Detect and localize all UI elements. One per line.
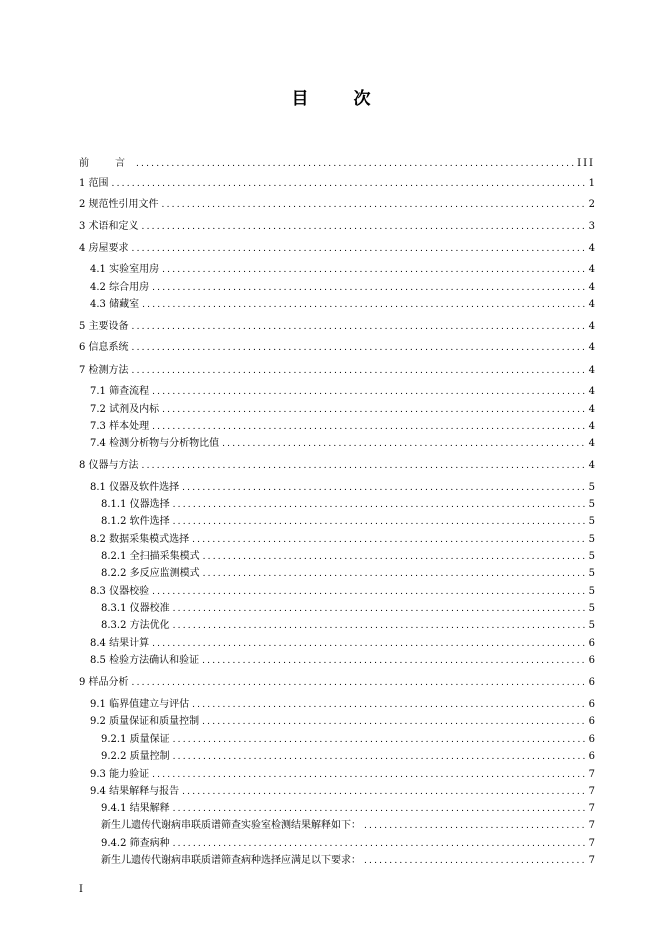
toc-entry-label: 9.4.2 筛查病种 — [101, 838, 170, 849]
toc-entry-label: 8.3.1 仪器校准 — [101, 603, 170, 614]
toc-entry-page: 4 — [588, 421, 595, 432]
toc-entry[interactable] — [101, 550, 595, 564]
toc-leader-dots — [222, 437, 586, 451]
toc-entry[interactable] — [101, 515, 595, 529]
toc-entry[interactable] — [79, 341, 595, 355]
toc-entry-page: 5 — [588, 534, 595, 545]
toc-entry-page: 3 — [588, 221, 595, 232]
toc-entry-page: 5 — [588, 499, 595, 510]
toc-entry-page: 4 — [588, 460, 595, 471]
toc-entry-label: 新生儿遗传代谢病串联质谱筛查实验室检测结果解释如下： — [101, 820, 361, 831]
toc-entry-page: 4 — [588, 243, 595, 254]
toc-entry-label: 4 房屋要求 — [79, 243, 129, 254]
toc-entry-label: 新生儿遗传代谢病串联质谱筛查病种选择应满足以下要求： — [101, 855, 361, 866]
toc-leader-dots — [173, 750, 586, 764]
toc-entry-page: 2 — [588, 199, 595, 210]
toc-leader-dots — [162, 198, 586, 212]
toc-entry[interactable] — [79, 157, 595, 171]
toc-leader-dots — [203, 567, 586, 581]
toc-leader-dots — [142, 298, 586, 312]
toc-leader-dots — [364, 819, 586, 833]
toc-entry[interactable] — [101, 619, 595, 633]
toc-entry-page: 4 — [588, 365, 595, 376]
toc-leader-dots — [173, 619, 586, 633]
toc-entry[interactable] — [79, 676, 595, 690]
toc-leader-dots — [173, 733, 586, 747]
toc-entry-label: 7.1 筛查流程 — [90, 386, 150, 397]
toc-entry-page: 4 — [588, 404, 595, 415]
toc-leader-dots — [132, 242, 586, 256]
toc-entry-page: 7 — [588, 838, 595, 849]
toc-entry[interactable] — [90, 533, 595, 547]
toc-entry-page: 7 — [588, 769, 595, 780]
toc-entry[interactable] — [90, 715, 595, 729]
toc-leader-dots — [173, 802, 586, 816]
toc-entry-label: 8.2.2 多反应监测模式 — [101, 568, 200, 579]
toc-entry[interactable] — [101, 802, 595, 816]
toc-leader-dots — [182, 785, 586, 799]
toc-leader-dots — [152, 385, 586, 399]
toc-leader-dots — [192, 533, 586, 547]
toc-entry[interactable] — [79, 220, 595, 234]
toc-entry-label: 8.3 仪器校验 — [90, 586, 150, 597]
page-title: 目 次 — [291, 89, 385, 109]
toc-entry-label: 8.5 检验方法确认和验证 — [90, 655, 200, 666]
toc-entry-label: 9.2.2 质量控制 — [101, 751, 170, 762]
toc-entry[interactable] — [101, 498, 595, 512]
toc-entry[interactable] — [90, 403, 595, 417]
toc-entry[interactable] — [79, 364, 595, 378]
toc-leader-dots — [173, 837, 586, 851]
toc-entry-page: 6 — [588, 677, 595, 688]
toc-entry-page: 7 — [588, 803, 595, 814]
toc-entry-page: 5 — [588, 551, 595, 562]
toc-entry[interactable] — [90, 281, 595, 295]
toc-entry-label: 6 信息系统 — [79, 342, 129, 353]
toc-entry[interactable] — [90, 481, 595, 495]
toc-entry[interactable] — [90, 785, 595, 799]
toc-leader-dots — [136, 157, 574, 171]
toc-leader-dots — [142, 220, 586, 234]
toc-entry-label: 8.2 数据采集模式选择 — [90, 534, 190, 545]
toc-entry-page: 5 — [588, 586, 595, 597]
toc-entry-label: 2 规范性引用文件 — [79, 199, 159, 210]
toc-leader-dots — [173, 498, 586, 512]
toc-entry[interactable] — [79, 242, 595, 256]
toc-entry-label: 9.2 质量保证和质量控制 — [90, 716, 200, 727]
toc-entry-page: 5 — [588, 603, 595, 614]
toc-entry-label: 9.4 结果解释与报告 — [90, 786, 180, 797]
toc-entry-label: 5 主要设备 — [79, 321, 129, 332]
toc-entry-label: 9 样品分析 — [79, 677, 129, 688]
toc-entry-page: 6 — [588, 638, 595, 649]
toc-entry-page: 6 — [588, 751, 595, 762]
toc-entry-label: 8 仪器与方法 — [79, 460, 139, 471]
toc-entry[interactable] — [79, 320, 595, 334]
toc-entry[interactable] — [90, 437, 595, 451]
toc-entry-label: 7.3 样本处理 — [90, 421, 150, 432]
toc-entry-label: 9.4.1 结果解释 — [101, 803, 170, 814]
toc-entry[interactable] — [79, 198, 595, 212]
toc-entry[interactable] — [90, 654, 595, 668]
toc-entry-page: 4 — [588, 264, 595, 275]
toc-entry[interactable] — [90, 420, 595, 434]
toc-entry-label: 4.3 储藏室 — [90, 299, 140, 310]
toc-leader-dots — [364, 854, 586, 868]
toc-leader-dots — [173, 515, 586, 529]
toc-entry-page: 1 — [588, 178, 595, 189]
toc-entry-label: 4.1 实验室用房 — [90, 264, 160, 275]
toc-leader-dots — [162, 403, 586, 417]
toc-entry[interactable] — [101, 567, 595, 581]
toc-entry-page: 7 — [588, 855, 595, 866]
toc-entry-label: 7.2 试剂及内标 — [90, 404, 160, 415]
toc-entry-page: 6 — [588, 734, 595, 745]
toc-leader-dots — [152, 281, 586, 295]
toc-entry-page: 6 — [588, 716, 595, 727]
toc-entry-page: 4 — [588, 321, 595, 332]
toc-entry-label: 8.1.1 仪器选择 — [101, 499, 170, 510]
toc-entry[interactable] — [90, 768, 595, 782]
toc-entry[interactable] — [101, 733, 595, 747]
toc-entry-page: 6 — [588, 699, 595, 710]
toc-entry-page: 5 — [588, 620, 595, 631]
toc-leader-dots — [202, 654, 586, 668]
toc-leader-dots — [112, 177, 586, 191]
toc-entry-page: 4 — [588, 299, 595, 310]
toc-entry-page: 4 — [588, 438, 595, 449]
toc-entry[interactable] — [90, 263, 595, 277]
toc-entry[interactable] — [79, 177, 595, 191]
toc-entry-page: 5 — [588, 516, 595, 527]
toc-entry-label: 8.1 仪器及软件选择 — [90, 482, 180, 493]
toc-entry-label: 8.4 结果计算 — [90, 638, 150, 649]
toc-entry[interactable] — [90, 385, 595, 399]
toc-leader-dots — [132, 676, 586, 690]
toc-entry-page: III — [577, 158, 595, 169]
toc-entry-page: 7 — [588, 820, 595, 831]
toc-leader-dots — [152, 768, 586, 782]
toc-entry-label: 9.1 临界值建立与评估 — [90, 699, 190, 710]
toc-leader-dots — [152, 637, 586, 651]
toc-entry[interactable] — [101, 854, 595, 868]
toc-entry[interactable] — [101, 750, 595, 764]
toc-entry-label: 9.2.1 质量保证 — [101, 734, 170, 745]
toc-entry-label: 4.2 综合用房 — [90, 282, 150, 293]
toc-entry-label: 8.3.2 方法优化 — [101, 620, 170, 631]
toc-entry[interactable] — [101, 837, 595, 851]
toc-entry[interactable] — [90, 298, 595, 312]
toc-entry-page: 4 — [588, 386, 595, 397]
toc-leader-dots — [132, 364, 586, 378]
toc-entry[interactable] — [101, 602, 595, 616]
toc-leader-dots — [202, 715, 586, 729]
toc-entry-label: 3 术语和定义 — [79, 221, 139, 232]
toc-entry[interactable] — [101, 819, 595, 833]
toc-leader-dots — [192, 698, 586, 712]
footer-page-number: I — [79, 884, 83, 895]
toc-entry[interactable] — [90, 585, 595, 599]
toc-leader-dots — [152, 420, 586, 434]
toc-entry[interactable] — [90, 637, 595, 651]
toc-entry-label: 8.2.1 全扫描采集模式 — [101, 551, 200, 562]
toc-entry-label: 9.3 能力验证 — [90, 769, 150, 780]
toc-leader-dots — [203, 550, 586, 564]
toc-leader-dots — [162, 263, 586, 277]
toc-entry-label: 1 范围 — [79, 178, 109, 189]
toc-entry-label: 8.1.2 软件选择 — [101, 516, 170, 527]
toc-entry-page: 6 — [588, 655, 595, 666]
toc-entry-page: 4 — [588, 342, 595, 353]
toc-leader-dots — [132, 320, 586, 334]
toc-entry-page: 5 — [588, 482, 595, 493]
toc-entry[interactable] — [90, 698, 595, 712]
toc-entry-label: 7 检测方法 — [79, 365, 129, 376]
toc-entry-label: 前 言 — [79, 158, 133, 169]
toc-leader-dots — [142, 459, 586, 473]
toc-leader-dots — [173, 602, 586, 616]
toc-entry[interactable] — [79, 459, 595, 473]
toc-entry-page: 5 — [588, 568, 595, 579]
toc-leader-dots — [132, 341, 586, 355]
toc-leader-dots — [152, 585, 586, 599]
toc-entry-page: 7 — [588, 786, 595, 797]
toc-entry-page: 4 — [588, 282, 595, 293]
toc-leader-dots — [182, 481, 586, 495]
toc-entry-label: 7.4 检测分析物与分析物比值 — [90, 438, 220, 449]
